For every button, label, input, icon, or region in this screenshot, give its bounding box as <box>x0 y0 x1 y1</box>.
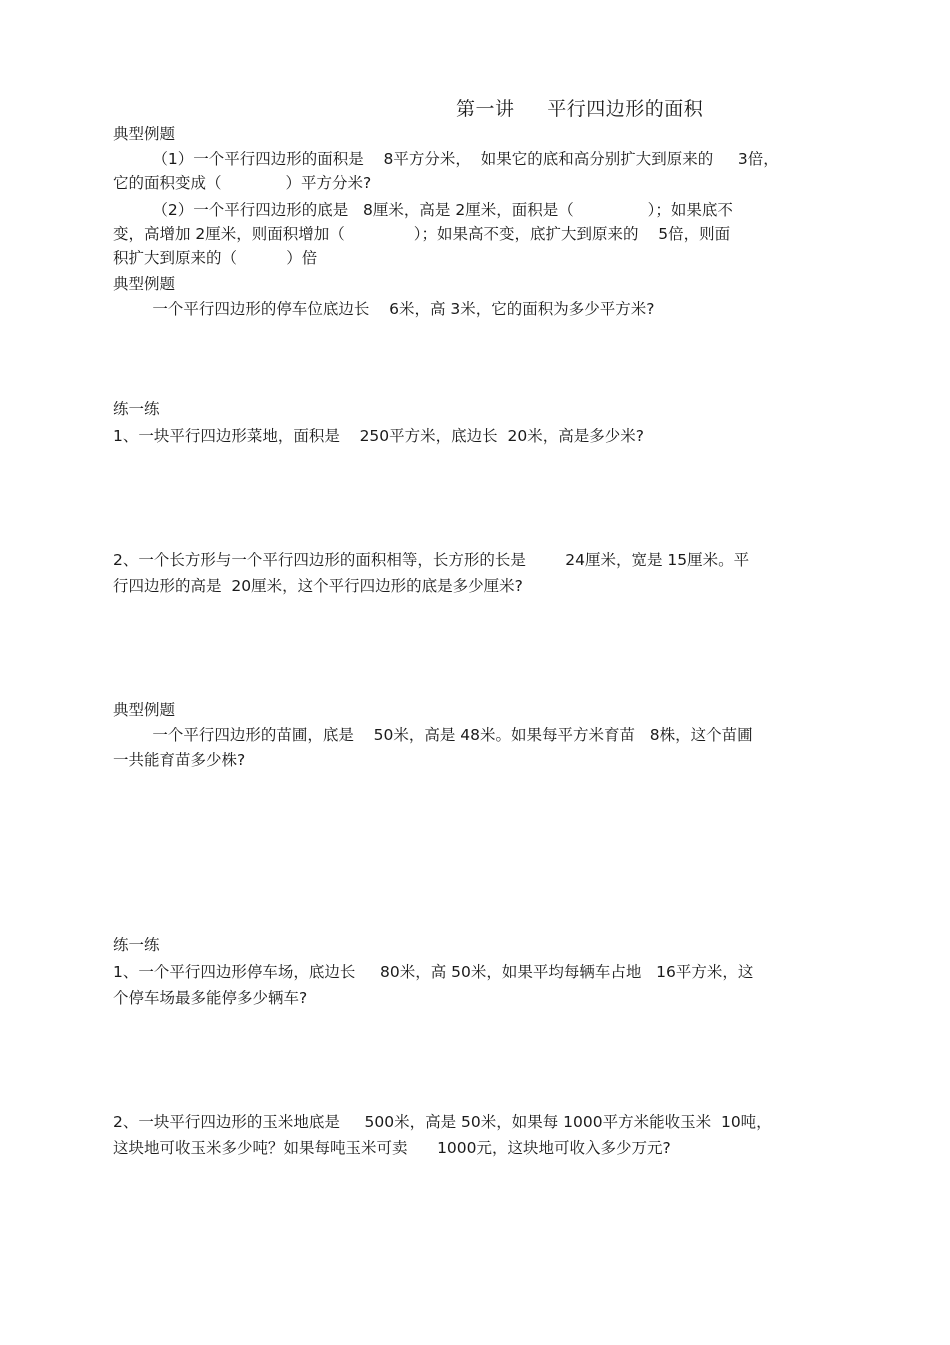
practice-2-problem-2-line-2: 这块地可收玉米多少吨？如果每吨玉米可卖 1000元，这块地可收入多少万元? <box>113 1139 671 1157</box>
example-3-line-2: 一共能育苗多少株? <box>113 751 246 769</box>
practice-2-problem-2-line-1: 2、一块平行四边形的玉米地底是 500米，高是 50米，如果每 1000平方米能收玉米 10吨， <box>113 1113 772 1131</box>
example-1-line-3: （2）一个平行四边形的底是 8厘米，高是 2厘米，面积是（ ）；如果底不 <box>113 201 733 219</box>
example-3-line-1: 一个平行四边形的苗圃，底是 50米，高是 48米。如果每平方米育苗 8株，这个苗圃 <box>113 726 753 744</box>
section-heading-example-2: 典型例题 <box>113 275 176 293</box>
section-heading-example-1: 典型例题 <box>113 125 176 143</box>
example-1-line-1: （1）一个平行四边形的面积是 8平方分米， 如果它的底和高分别扩大到原来的 3倍， <box>113 150 779 168</box>
practice-1-problem-2-line-2: 行四边形的高是 20厘米，这个平行四边形的底是多少厘米? <box>113 577 523 595</box>
section-heading-practice-2: 练一练 <box>113 936 160 954</box>
example-2-line-1: 一个平行四边形的停车位底边长 6米，高 3米，它的面积为多少平方米? <box>113 300 655 318</box>
section-heading-example-3: 典型例题 <box>113 701 176 719</box>
practice-2-problem-1-line-2: 个停车场最多能停多少辆车? <box>113 989 308 1007</box>
page-title: 第一讲 平行四边形的面积 <box>456 98 704 120</box>
example-1-line-5: 积扩大到原来的（ ）倍 <box>113 249 318 267</box>
practice-1-problem-2-line-1: 2、一个长方形与一个平行四边形的面积相等，长方形的长是 24厘米，宽是 15厘米。平 <box>113 551 750 569</box>
section-heading-practice-1: 练一练 <box>113 400 160 418</box>
example-1-line-2: 它的面积变成（ ）平方分米? <box>113 174 372 192</box>
practice-1-problem-1-line-1: 1、一块平行四边形菜地，面积是 250平方米，底边长 20米，高是多少米? <box>113 427 644 445</box>
practice-2-problem-1-line-1: 1、一个平行四边形停车场，底边长 80米，高 50米，如果平均每辆车占地 16平方米，这 <box>113 963 754 981</box>
example-1-line-4: 变，高增加 2厘米，则面积增加（ ）；如果高不变，底扩大到原来的 5倍，则面 <box>113 225 731 243</box>
